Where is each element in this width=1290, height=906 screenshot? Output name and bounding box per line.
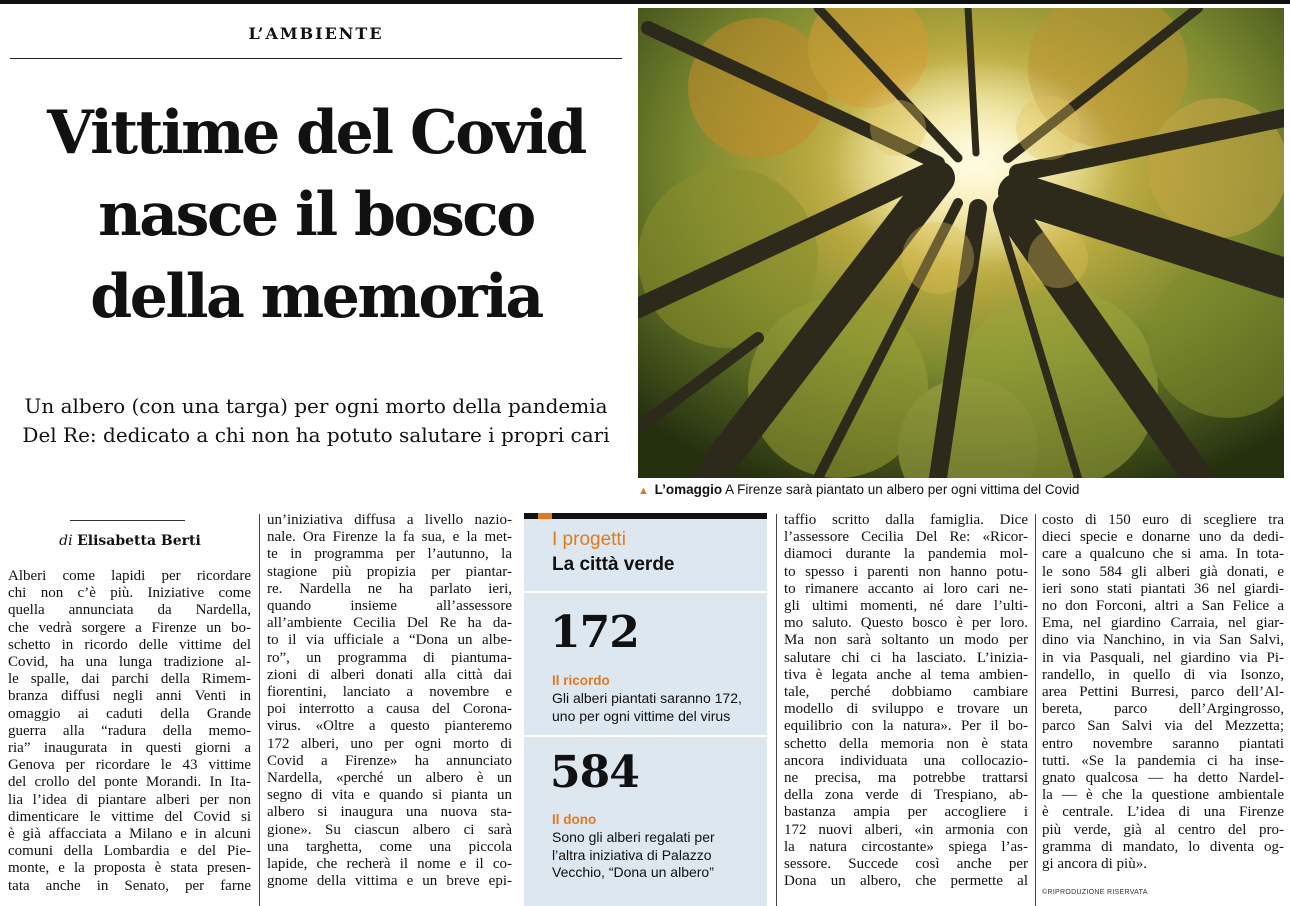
stat-number: 584 — [550, 747, 639, 798]
text-line: chi non c’è più. Iniziative come — [8, 585, 251, 602]
text-line: albero si inaugura una nuova sta- — [267, 804, 512, 821]
box-separator — [524, 591, 767, 593]
text-line: stagione più propizia per piantar- — [267, 563, 512, 580]
text-line: in via Pasquali, nel giardino via Pi- — [1042, 649, 1284, 666]
text-line: te in programma per l’autunno, la — [267, 546, 512, 563]
text-line: taffio scritto dalla famiglia. Dice — [784, 512, 1028, 528]
text-line: dimenticare le vittime del Covid si — [8, 808, 251, 825]
headline-line: nasce il bosco — [98, 180, 534, 250]
text-line: gi ancora di più». — [1042, 856, 1147, 873]
stat-text-line: Vecchio, “Dona un albero” — [552, 864, 714, 880]
text-line: tata anche in Senato, per farne — [8, 877, 251, 894]
text-line: virus. «Oltre a questo pianteremo — [267, 718, 512, 735]
subheadline — [10, 392, 622, 450]
text-line: le spalle, dai parchi della Rimem- — [8, 671, 251, 688]
article-column-2 — [267, 512, 512, 890]
box-title: La città verde — [552, 554, 675, 575]
column-divider — [776, 514, 777, 906]
top-rule — [0, 0, 1290, 4]
subhead-line: Del Re: dedicato a chi non ha potuto salutare i propri cari — [22, 423, 610, 447]
byline-author: Elisabetta Berti — [77, 533, 201, 549]
text-line: del crollo del ponte Morandi. In Ita- — [8, 774, 251, 791]
text-line: re. Nardella ne ha parlato ieri, — [267, 580, 512, 597]
text-line: care a qualcuno che si ama. In tota- — [1042, 546, 1284, 563]
text-line: guerra alla “radura della memo- — [8, 722, 251, 739]
text-line: poi interrotto a causa del Corona- — [267, 701, 512, 718]
stat-number: 172 — [550, 607, 639, 658]
stat-label: Il dono — [552, 812, 597, 827]
text-line: l’assessore Cecilia Del Re: «Ricor- — [784, 529, 1028, 546]
text-line: Covid a Firenze» ha annunciato — [267, 752, 512, 769]
text-line: gli ultimi momenti, né dare l’ulti- — [784, 598, 1028, 615]
text-line: un’iniziativa diffusa a livello nazio- — [267, 512, 512, 528]
text-line: Ema, nel giardino Carraia, nel giar- — [1042, 615, 1284, 632]
box-accent-mark — [538, 513, 552, 519]
text-line: diamoci durante la pandemia mol- — [784, 546, 1028, 563]
box-top-bar — [524, 513, 767, 519]
text-line: entro novembre saranno piantati — [1042, 735, 1284, 752]
copyright-notice: ©RIPRODUZIONE RISERVATA — [1042, 889, 1148, 896]
text-line: schetto in ricordo delle vittime del — [8, 636, 251, 653]
text-line: fiorentini, lanciato a novembre e — [267, 684, 512, 701]
headline-line: Vittime del Covid — [47, 98, 585, 168]
forest-canopy-photo — [638, 8, 1284, 478]
text-line: tiva è legata anche al tema ambien- — [784, 666, 1028, 683]
triangle-up-icon: ▲ — [638, 485, 649, 497]
text-line: omaggio ai caduti della Grande — [8, 705, 251, 722]
text-line: no don Forconi, altri a San Felice a — [1042, 598, 1284, 615]
text-line: Alberi come lapidi per ricordare — [8, 568, 251, 584]
headline-line: della memoria — [90, 262, 542, 332]
text-line: tutti. «Se la pandemia ci ha inse- — [1042, 752, 1284, 769]
text-line: Genova per ricordare le 43 vittime — [8, 757, 251, 774]
text-line: Nardella, «perché un albero è un — [267, 770, 512, 787]
stat-description — [552, 690, 762, 725]
text-line: monte, e la proposta è stata presen- — [8, 860, 251, 877]
article-column-1 — [8, 568, 251, 895]
text-line: lia l’idea di piantare alberi per non — [8, 791, 251, 808]
text-line: area Pettini Burresi, parco dell’Al- — [1042, 684, 1284, 701]
text-line: 172 nuovi alberi, «in armonia con — [784, 821, 1028, 838]
text-line: quando insieme all’assessore — [267, 598, 512, 615]
column-divider — [259, 514, 260, 906]
text-line: schetto della memoria non è stata — [784, 735, 1028, 752]
text-line: branza diffusi negli anni Venti in — [8, 688, 251, 705]
text-line: segno di vita e quando si pianta un — [267, 787, 512, 804]
caption-lead: L’omaggio — [654, 482, 723, 497]
text-line: è già affacciata a Milano e in alcuni — [8, 826, 251, 843]
text-line: è centrale. L’idea di una Firenze — [1042, 804, 1284, 821]
stat-text-line: uno per ogni vittime del virus — [552, 707, 731, 724]
stat-text-line: Sono gli alberi regalati per — [552, 829, 715, 845]
text-line: gramma di mandato, lo diventa og- — [1042, 838, 1284, 855]
text-line: randello, in quello di via Isonzo, — [1042, 666, 1284, 683]
text-line: 172 alberi, uno per ogni morto di — [267, 735, 512, 752]
text-line: ria” inaugurata in questi giorni a — [8, 740, 251, 757]
text-line: gnome della vittima e un breve epi- — [267, 873, 512, 890]
box-separator — [524, 735, 767, 737]
caption-text: A Firenze sarà piantato un albero per ogni vittima del Covid — [725, 482, 1080, 497]
text-line: la — è che la questione ambientale — [1042, 787, 1284, 804]
text-line: le sono 584 gli alberi già donati, e — [1042, 563, 1284, 580]
section-label: L’AMBIENTE — [248, 24, 384, 43]
text-line: gnato qualcosa — ha detto Nardel- — [1042, 770, 1284, 787]
text-line: nale. Ora Firenze la fa sua, e la met- — [267, 529, 512, 546]
text-line: equilibrio con la natura». Per il bo- — [784, 718, 1028, 735]
text-line: ro”, un programma di piantuma- — [267, 649, 512, 666]
section-divider — [10, 58, 622, 59]
text-line: lapide, che recherà il nome e il co- — [267, 856, 512, 873]
text-line: una targhetta, come una piccola — [267, 838, 512, 855]
byline — [10, 533, 250, 549]
column-divider — [1035, 514, 1036, 906]
text-line: to rimanere accanto ai loro cari ne- — [784, 580, 1028, 597]
text-line: Ma non sarà soltanto un modo per — [784, 632, 1028, 649]
text-line: Dona un albero, che permette al — [784, 873, 1028, 890]
stat-text-line: l’altra iniziativa di Palazzo — [552, 846, 712, 863]
text-line: ancora individuata una collocazio- — [784, 752, 1028, 769]
text-line: della zona verde di Trespiano, ab- — [784, 787, 1028, 804]
text-line: parco San Salvi via del Mezzetta; — [1042, 718, 1284, 735]
text-line: to il via ufficiale a “Dona un albe- — [267, 632, 512, 649]
box-kicker: I progetti — [552, 529, 626, 550]
article-column-3 — [784, 512, 1028, 890]
text-line: costo di 150 euro di scegliere tra — [1042, 512, 1284, 528]
sidebar-box-projects — [524, 513, 767, 906]
text-line: che vedrà sorgere a Firenze un bo- — [8, 619, 251, 636]
text-line: all’ambiente Cecilia Del Re ha da- — [267, 615, 512, 632]
text-line: quella annunciata da Nardella, — [8, 602, 251, 619]
text-line: dino via Nanchino, in via San Salvi, — [1042, 632, 1284, 649]
headline — [10, 92, 622, 338]
text-line: gione». Su ciascun albero ci sarà — [267, 821, 512, 838]
stat-label: Il ricordo — [552, 673, 610, 688]
article-column-4 — [1042, 512, 1284, 873]
text-line: più verde, già al centro del pro- — [1042, 821, 1284, 838]
text-line: salutare chi ci ha lasciato. L’inizia- — [784, 649, 1028, 666]
text-line: bastanza ampia per accogliere i — [784, 804, 1028, 821]
text-line: tale, perché dobbiamo cambiare — [784, 684, 1028, 701]
byline-divider — [70, 520, 185, 521]
text-line: mo saluto. Questo bosco è per loro. — [784, 615, 1028, 632]
text-line: ne precisa, ma potrebbe trattarsi — [784, 770, 1028, 787]
photo-caption — [638, 482, 1288, 497]
text-line: to spesso i parenti non hanno potu- — [784, 563, 1028, 580]
byline-prefix: di — [59, 533, 73, 549]
text-line: la natura circostante» spiega l’as- — [784, 838, 1028, 855]
text-line: comuni della Lombardia e del Pie- — [8, 843, 251, 860]
text-line: zioni di alberi donati alla città dai — [267, 666, 512, 683]
text-line: ieri sono stati piantati 36 nel giardi- — [1042, 580, 1284, 597]
stat-text-line: Gli alberi piantati saranno 172, — [552, 690, 742, 706]
subhead-line: Un albero (con una targa) per ogni morto della pandemia — [24, 394, 608, 418]
text-line: bereta, parco dell’Argingrosso, — [1042, 701, 1284, 718]
stat-description — [552, 829, 762, 882]
text-line: dieci specie e donarne uno da dedi- — [1042, 529, 1284, 546]
text-line: sessore. Succede così anche per — [784, 856, 1028, 873]
text-line: modello di sviluppo e trovare un — [784, 701, 1028, 718]
text-line: Covid, ha una lunga tradizione al- — [8, 654, 251, 671]
